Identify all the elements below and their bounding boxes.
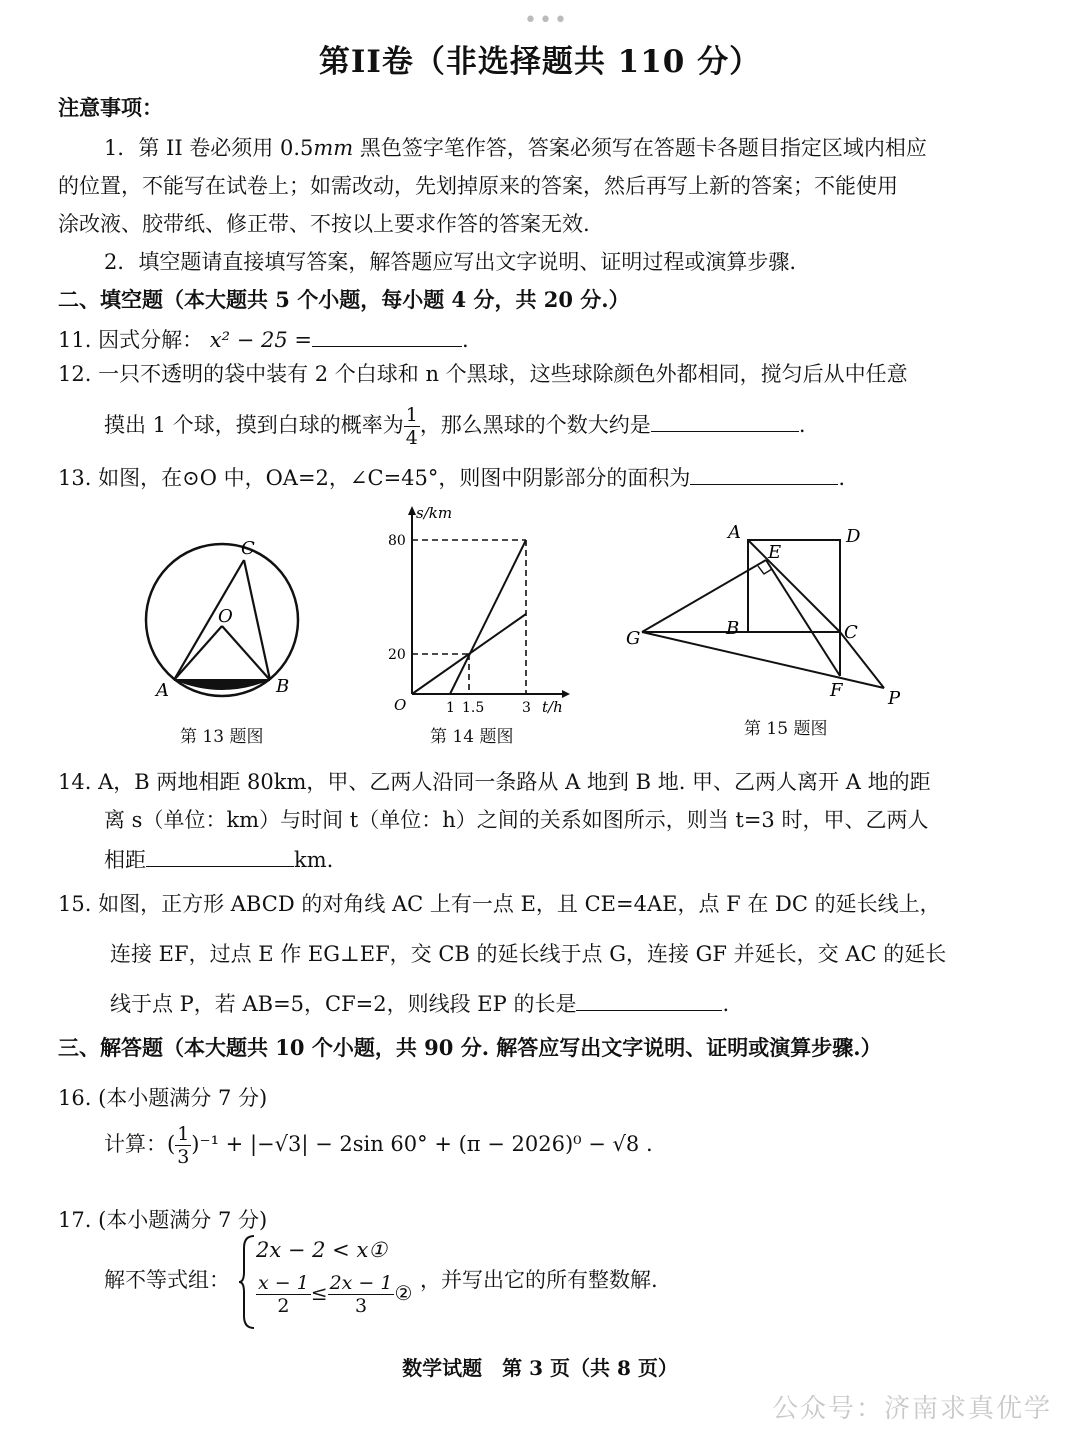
figure-15-caption: 第 15 题图	[744, 719, 828, 739]
question-13: 13. 如图，在⊙O 中，OA=2，∠C=45°，则图中阴影部分的面积为 .	[58, 462, 845, 492]
label-b: B	[276, 676, 290, 697]
label-a: A	[156, 680, 169, 701]
answer-blank-14[interactable]	[146, 844, 294, 867]
question-14: 14. A，B 两地相距 80km，甲、乙两人沿同一条路从 A 地到 B 地. 甲、乙两人离开 A 地的距	[58, 770, 931, 794]
figure-14-distance-time-graph	[380, 500, 580, 720]
notice-item-1: 1．第 II 卷必须用 0.5mm 黑色签字笔作答，答案必须写在答题卡各题目指定区域内相应	[104, 136, 927, 160]
line-person-jia	[450, 540, 526, 694]
page-title: 第II卷（非选择题共 110 分）	[318, 44, 762, 80]
fraction-one-third: $\frac{1}{3}$	[177, 1123, 190, 1168]
question-15: 15. 如图，正方形 ABCD 的对角线 AC 上有一点 E，且 CE=4AE，点 F 在 DC 的延长线上，	[58, 892, 941, 916]
section-3-heading: 三、解答题（本大题共 10 个小题，共 90 分. 解答应写出文字说明、证明或演算步骤.）	[58, 1035, 882, 1060]
menu-dots-icon[interactable]: •••	[524, 8, 569, 33]
label-d: D	[846, 526, 861, 547]
label-f: F	[830, 680, 843, 701]
y-tick-80: 80	[388, 533, 406, 549]
answer-blank-15[interactable]	[576, 988, 722, 1011]
question-16: 16. (本小题满分 7 分)	[58, 1086, 268, 1110]
question-11: 11. 因式分解： x² − 25 = .	[58, 324, 469, 354]
question-17-suffix: ，并写出它的所有整数解.	[420, 1268, 658, 1292]
label-o: O	[218, 606, 233, 627]
figure-15-square-diagram	[620, 516, 920, 716]
line-person-yi	[412, 614, 526, 694]
figure-14-caption: 第 14 题图	[430, 727, 514, 747]
page-footer: 数学试题 第 3 页（共 8 页）	[402, 1356, 678, 1380]
watermark: 公众号：济南求真优学	[771, 1394, 1052, 1424]
question-15-line-2: 连接 EF，过点 E 作 EG⊥EF，交 CB 的延长线于点 G，连接 GF 并延长，交 AC 的延长	[110, 942, 947, 966]
inequality-2: $\frac{x - 1}{2}$ ≤ $\frac{2x - 1}{3}$ ②	[258, 1272, 413, 1317]
figure-13-circle-diagram	[130, 530, 320, 710]
y-axis-label: s/km	[416, 504, 453, 522]
x-axis-label: t/h	[542, 698, 563, 716]
label-b: B	[726, 618, 740, 639]
label-a: A	[728, 522, 741, 543]
question-15-line-3: 线于点 P，若 AB=5，CF=2，则线段 EP 的长是 .	[110, 988, 729, 1018]
answer-blank-12[interactable]	[651, 409, 799, 432]
question-17-prefix: 解不等式组：	[104, 1268, 230, 1292]
fraction-one-quarter: $\frac{1}{4}$	[405, 404, 418, 449]
label-c: C	[844, 622, 858, 643]
brace-icon	[238, 1234, 256, 1330]
figure-13-caption: 第 13 题图	[180, 727, 264, 747]
label-e: E	[768, 542, 782, 563]
x-tick-1: 1	[446, 700, 455, 716]
origin-label: O	[394, 696, 407, 714]
fraction-x-minus-1-over-2: $\frac{x - 1}{2}$	[258, 1272, 309, 1317]
inequality-1: 2x − 2 < x①	[256, 1238, 388, 1262]
question-12: 12. 一只不透明的袋中装有 2 个白球和 n 个黑球，这些球除颜色外都相同，搅匀后从中任意	[58, 362, 908, 386]
question-14-line-3: 相距 km.	[104, 844, 333, 874]
notice-heading: 注意事项：	[58, 95, 163, 120]
section-2-heading: 二、填空题（本大题共 5 个小题，每小题 4 分，共 20 分.）	[58, 287, 630, 312]
label-g: G	[626, 628, 641, 649]
question-14-line-2: 离 s（单位：km）与时间 t（单位：h）之间的关系如图所示，则当 t=3 时，甲、乙两人	[104, 808, 929, 832]
question-17: 17. (本小题满分 7 分)	[58, 1208, 268, 1232]
x-tick-1-5: 1.5	[462, 700, 485, 716]
y-tick-20: 20	[388, 647, 406, 663]
notice-item-1-line-2: 的位置，不能写在试卷上；如需改动，先划掉原来的答案，然后再写上新的答案；不能使用	[58, 174, 898, 198]
notice-item-1-line-3: 涂改液、胶带纸、修正带、不按以上要求作答的答案无效.	[58, 212, 590, 236]
question-12-line-2: 摸出 1 个球，摸到白球的概率为 $\frac{1}{4}$ ，那么黑球的个数大约是 .	[104, 404, 806, 449]
answer-blank-11[interactable]	[312, 324, 462, 347]
fraction-2x-minus-1-over-3: $\frac{2x - 1}{3}$	[329, 1272, 393, 1317]
notice-item-2: 2．填空题请直接填写答案，解答题应写出文字说明、证明过程或演算步骤.	[104, 250, 797, 274]
x-tick-3: 3	[522, 700, 531, 716]
label-c: C	[241, 538, 255, 559]
label-p: P	[888, 688, 901, 709]
question-16-expression: 计算：( $\frac{1}{3}$ )⁻¹ + |−√3| − 2sin 60° + (π − 2026)⁰ − √8 .	[104, 1123, 653, 1168]
answer-blank-13[interactable]	[690, 462, 838, 485]
